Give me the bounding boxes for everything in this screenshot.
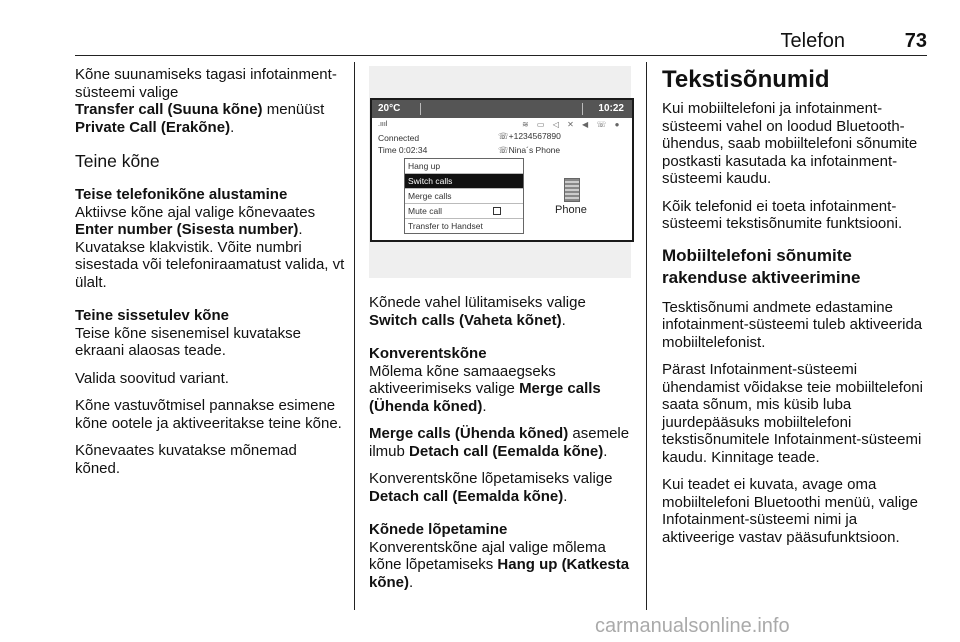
call-options-menu: [404, 158, 524, 234]
paragraph: Valida soovitud variant.: [75, 369, 229, 387]
signal-strength-icon: .ıııl: [378, 121, 388, 128]
paragraph: [75, 204, 345, 292]
clock: 10:22: [598, 103, 624, 114]
mute-checkbox[interactable]: [493, 207, 501, 215]
section-heading: Teine kõne: [75, 151, 160, 171]
paragraph: Kõne vastuvõtmisel pannakse esimene kõne ootele ja aktiveeritakse teine kõne.: [75, 397, 342, 432]
text: Konverentskõne ajal valige mõlema kõne lõpetamiseks: [369, 538, 606, 573]
menu-item-switch-calls[interactable]: Switch calls: [405, 174, 523, 189]
page-header: [75, 30, 927, 52]
section-title: Telefon: [780, 30, 845, 52]
menu-term: Detach call (Eemalda kõne): [369, 487, 564, 505]
menu-term: Merge calls (Ühenda kõned): [369, 380, 601, 415]
paragraph: [75, 66, 345, 136]
text: Kõne suunamiseks tagasi infotainment-süsteemi valige: [75, 66, 337, 101]
paragraph: Kui teadet ei kuvata, avage oma mobiiltelefoni Bluetoothi menüü, valige Infotainment-süsteemi nimi ja aktiveerige vastav pääsufunktsioon.: [662, 476, 918, 546]
text: Kõnede vahel lülitamiseks valige: [369, 294, 586, 311]
infotainment-screen: [370, 98, 634, 242]
call-time: Time 0:02:34: [378, 145, 428, 155]
phone-icon: [564, 178, 580, 202]
text: menüüst: [266, 101, 325, 118]
page-number: 73: [904, 30, 927, 52]
paragraph: [369, 539, 639, 592]
caller-contact: ☏Nina´s Phone: [498, 145, 561, 155]
text: Konverentskõne lõpetamiseks valige: [369, 470, 613, 487]
column-middle: [369, 294, 639, 601]
subheading: Konverentskõne: [369, 345, 487, 362]
menu-item-hang-up[interactable]: Hang up: [405, 159, 523, 174]
paragraph: Kõik telefonid ei toeta infotainment-süsteemi tekstisõnumite funktsiooni.: [662, 197, 903, 232]
paragraph: [369, 470, 639, 505]
column-right: [662, 66, 930, 556]
paragraph: [369, 425, 639, 460]
menu-term: Detach call (Eemalda kõne): [409, 442, 604, 460]
text: Aktiivse kõne ajal valige kõnevaates: [75, 203, 316, 221]
menu-item-merge-calls[interactable]: Merge calls: [405, 189, 523, 204]
column-divider: [646, 62, 647, 610]
phone-label: Phone: [555, 204, 587, 216]
text: .: [603, 442, 608, 460]
separator: [582, 103, 583, 115]
column-divider: [354, 62, 355, 610]
temperature: 20°C: [378, 103, 401, 114]
paragraph: [369, 363, 639, 416]
menu-term: Transfer call (Suuna kõne): [75, 101, 263, 118]
text: .: [482, 397, 487, 415]
paragraph: [369, 294, 639, 329]
caller-number: ☏+1234567890: [498, 131, 561, 141]
menu-term: Merge calls (Ühenda kõned): [369, 425, 569, 442]
connection-status: Connected: [378, 133, 420, 143]
subheading: Kõnede lõpetamine: [369, 521, 508, 538]
paragraph: Teise kõne sisenemisel kuvatakse ekraani alaosas teade.: [75, 324, 301, 359]
separator: [420, 103, 421, 115]
text: .: [409, 573, 414, 591]
menu-item-mute-call[interactable]: [405, 204, 523, 219]
subheading: Teine sissetulev kõne: [75, 307, 229, 324]
subheading: Teise telefonikõne alustamine: [75, 186, 288, 203]
text: Mõlema kõne samaaegseks aktiveerimiseks valige: [369, 362, 556, 397]
text: .: [230, 118, 235, 136]
menu-term: Private Call (Erakõne): [75, 118, 231, 136]
paragraph: Kui mobiiltelefoni ja infotainment-süsteemi vahel on loodud Bluetooth-ühendus, saab mobiiltelefoni sõnumite postkasti kasutada ka infotainment-süsteemi kaudu.: [662, 100, 918, 187]
paragraph: Kõnevaates kuvatakse mõnemad kõned.: [75, 442, 297, 477]
text: asemele ilmub: [369, 425, 630, 460]
paragraph: Pärast Infotainment-süsteemi ühendamist võidakse teie mobiiltelefoni saata sõnum, mis küsib luba juurdepääsuks mobiiltelefoni tekstisõnumitele Infotainment-süsteemi kaudu. Kinnitage teade.: [662, 361, 923, 466]
menu-item-transfer[interactable]: Transfer to Handset: [408, 221, 483, 231]
menu-term: Switch calls (Vaheta kõnet): [369, 311, 562, 329]
text: .: [561, 311, 566, 329]
text: .: [563, 487, 568, 505]
column-left: [75, 66, 345, 487]
watermark: carmanualsonline.info: [595, 615, 790, 637]
status-icons: ≋ ▭ ◁ ✕ ◀ ☏ ●: [522, 120, 623, 129]
status-bar: [372, 100, 632, 118]
menu-term: Hang up (Katkesta kõne): [369, 556, 630, 591]
header-rule: [75, 55, 927, 56]
subsection-heading: Mobiiltelefoni sõnumite rakenduse aktiveerimine: [662, 245, 861, 287]
section-heading: Tekstisõnumid: [662, 66, 830, 93]
menu-term: Enter number (Sisesta number): [75, 221, 299, 238]
text: . Kuvatakse klakvistik. Võite numbri sisestada või telefoniraamatust valida, vt ülalt.: [75, 221, 345, 291]
paragraph: Tesktisõnumi andmete edastamine infotainment-süsteemi tuleb aktiveerida mobiiltelefonist.: [662, 298, 923, 351]
menu-item-label: Mute call: [408, 206, 443, 216]
